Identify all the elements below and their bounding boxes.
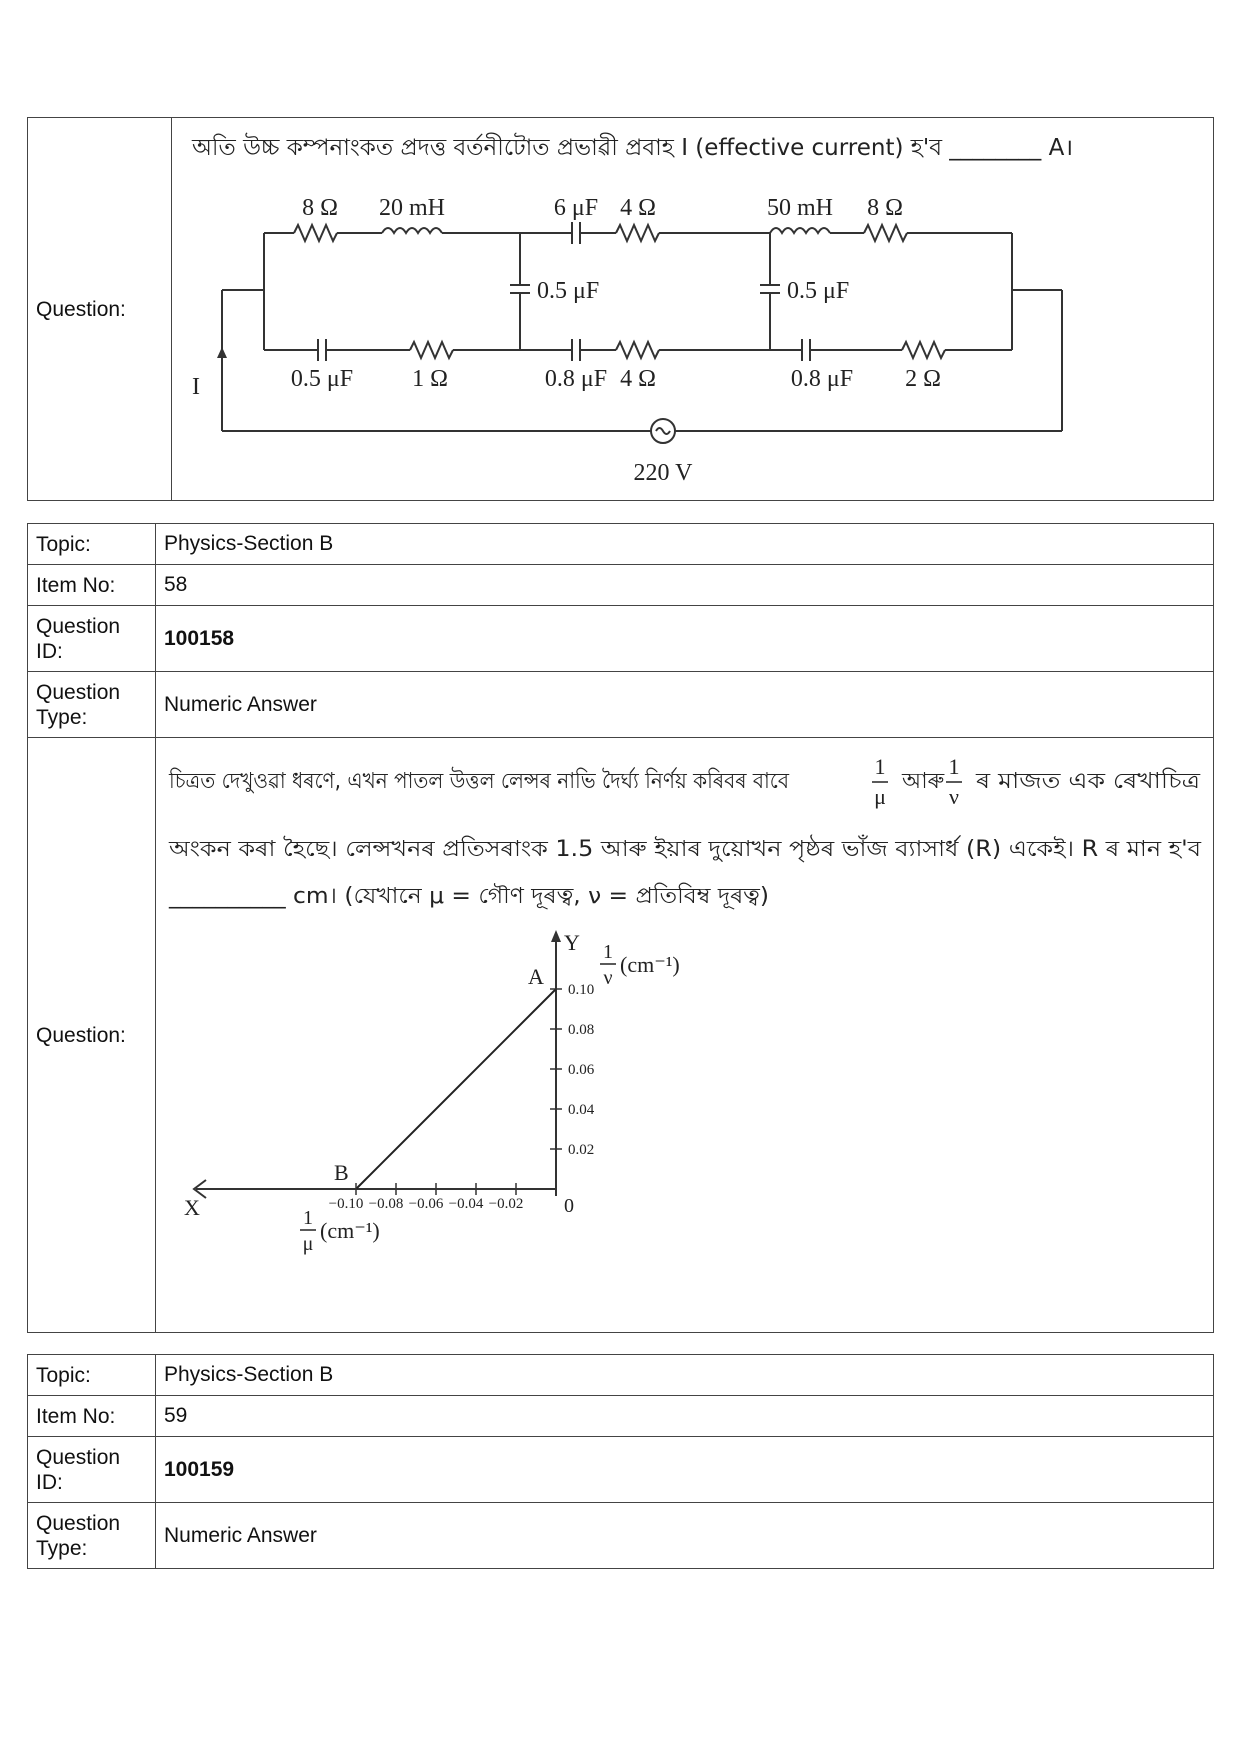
circuit-top-label-4: 4 Ω bbox=[620, 195, 656, 221]
question-label: Question: bbox=[28, 118, 172, 501]
question-block-1 bbox=[27, 117, 1214, 501]
x-tick-label: −0.10 bbox=[328, 1196, 364, 1212]
question-line-2: অংকন কৰা হৈছে। লেন্সখনৰ প্ৰতিসৰাংক 1.5 আৰু ইয়াৰ দুয়োখন পৃষ্ঠৰ ভাঁজ ব্যাসাৰ্ধ (R) একেই। R ৰ মান হ'ব bbox=[169, 837, 1122, 862]
y-tick-label: 0.10 bbox=[568, 982, 595, 998]
question-id-value: 100158 bbox=[156, 606, 1214, 672]
circuit-bottom-label-4: 4 Ω bbox=[620, 366, 656, 392]
question-content bbox=[156, 738, 1214, 1333]
question-line-1-end: ৰ মাজত এক ৰেখাচিত্ৰ bbox=[976, 769, 1173, 794]
circuit-top-label-5: 50 mH bbox=[767, 195, 833, 221]
question-id-label: Question ID: bbox=[28, 606, 156, 672]
lens-question-figure bbox=[156, 738, 1212, 1326]
y-axis-arrow-icon bbox=[551, 930, 561, 942]
point-a-label: A bbox=[528, 964, 544, 989]
x-tick-label: −0.02 bbox=[488, 1196, 524, 1212]
x-tick-label: −0.08 bbox=[368, 1196, 404, 1212]
x-axis-fraction-denominator: μ bbox=[302, 1233, 314, 1255]
origin-label: 0 bbox=[564, 1195, 574, 1217]
circuit-bottom-label-3: 0.8 μF bbox=[544, 366, 608, 392]
y-axis-name: Y bbox=[564, 930, 580, 955]
current-arrow-icon bbox=[217, 347, 227, 358]
fraction-1-numerator: 1 bbox=[874, 754, 886, 779]
y-tick-label: 0.02 bbox=[568, 1142, 595, 1158]
fraction-1-denominator: μ bbox=[874, 784, 886, 809]
question-label: Question: bbox=[28, 738, 156, 1333]
question-and-word: আৰু bbox=[902, 769, 945, 794]
circuit-diagram bbox=[222, 222, 1062, 443]
y-axis-unit-label: (cm⁻¹) bbox=[620, 952, 680, 977]
question-text: অতি উচ্চ কম্পনাংকত প্ৰদত্ত বৰ্তনীটোত প্ৰভাৱী প্ৰবাহ I (effective current) হ'ব ________ A। bbox=[192, 135, 1074, 161]
circuit-mid-label-1: 0.5 μF bbox=[537, 278, 600, 304]
question-block-2 bbox=[27, 523, 1214, 1333]
item-no-value: 58 bbox=[156, 565, 1214, 606]
question-line-1: চিত্ৰত দেখুওৱা ধৰণে, এখন পাতল উত্তল লেন্সৰ নাভি দৈৰ্ঘ্য নিৰ্ণয় কৰিবৰ বাবে bbox=[169, 769, 851, 794]
x-axis-fraction-numerator: 1 bbox=[303, 1207, 313, 1229]
x-axis-name: X bbox=[184, 1195, 200, 1220]
current-label: I bbox=[192, 374, 200, 400]
question-type-value: Numeric Answer bbox=[156, 1503, 1214, 1569]
topic-value: Physics-Section B bbox=[156, 524, 1214, 565]
question-type-label: Question Type: bbox=[28, 1503, 156, 1569]
circuit-bottom-label-1: 0.5 μF bbox=[290, 366, 354, 392]
y-tick-label: 0.06 bbox=[568, 1062, 595, 1078]
line-graph bbox=[184, 930, 680, 1255]
question-type-value: Numeric Answer bbox=[156, 672, 1214, 738]
question-block-3 bbox=[27, 1354, 1214, 1569]
circuit-top-label-3: 6 μF bbox=[553, 195, 599, 221]
y-axis-fraction-numerator: 1 bbox=[603, 941, 613, 963]
item-no-label: Item No: bbox=[28, 565, 156, 606]
question-id-value: 100159 bbox=[156, 1437, 1214, 1503]
question-type-label: Question Type: bbox=[28, 672, 156, 738]
x-axis-unit-label: (cm⁻¹) bbox=[320, 1218, 380, 1243]
question-content bbox=[172, 118, 1214, 501]
y-tick-label: 0.04 bbox=[568, 1102, 595, 1118]
x-tick-label: −0.06 bbox=[408, 1196, 444, 1212]
circuit-bottom-label-6: 2 Ω bbox=[905, 366, 941, 392]
circuit-bottom-label-5: 0.8 μF bbox=[790, 366, 854, 392]
item-no-value: 59 bbox=[156, 1396, 1214, 1437]
circuit-top-label-1: 8 Ω bbox=[302, 195, 338, 221]
x-tick-label: −0.04 bbox=[448, 1196, 484, 1212]
y-tick-label: 0.08 bbox=[568, 1022, 595, 1038]
circuit-top-label-6: 8 Ω bbox=[867, 195, 903, 221]
topic-label: Topic: bbox=[28, 1355, 156, 1396]
item-no-label: Item No: bbox=[28, 1396, 156, 1437]
question-line-3: __________ cm। (যেখানে μ = গৌণ দূৰত্ব, ν = প্ৰতিবিম্ব দূৰত্ব) bbox=[169, 884, 735, 909]
circuit-mid-label-2: 0.5 μF bbox=[787, 278, 850, 304]
circuit-figure bbox=[172, 118, 1212, 494]
topic-label: Topic: bbox=[28, 524, 156, 565]
fraction-2-numerator: 1 bbox=[948, 754, 960, 779]
graph-line-ab bbox=[356, 989, 556, 1189]
fraction-2-denominator: ν bbox=[949, 784, 959, 809]
question-id-label: Question ID: bbox=[28, 1437, 156, 1503]
y-axis-fraction-denominator: ν bbox=[603, 967, 613, 989]
point-b-label: B bbox=[334, 1160, 349, 1185]
topic-value: Physics-Section B bbox=[156, 1355, 1214, 1396]
source-label: 220 V bbox=[633, 460, 693, 486]
circuit-top-label-2: 20 mH bbox=[379, 195, 445, 221]
circuit-bottom-label-2: 1 Ω bbox=[412, 366, 448, 392]
